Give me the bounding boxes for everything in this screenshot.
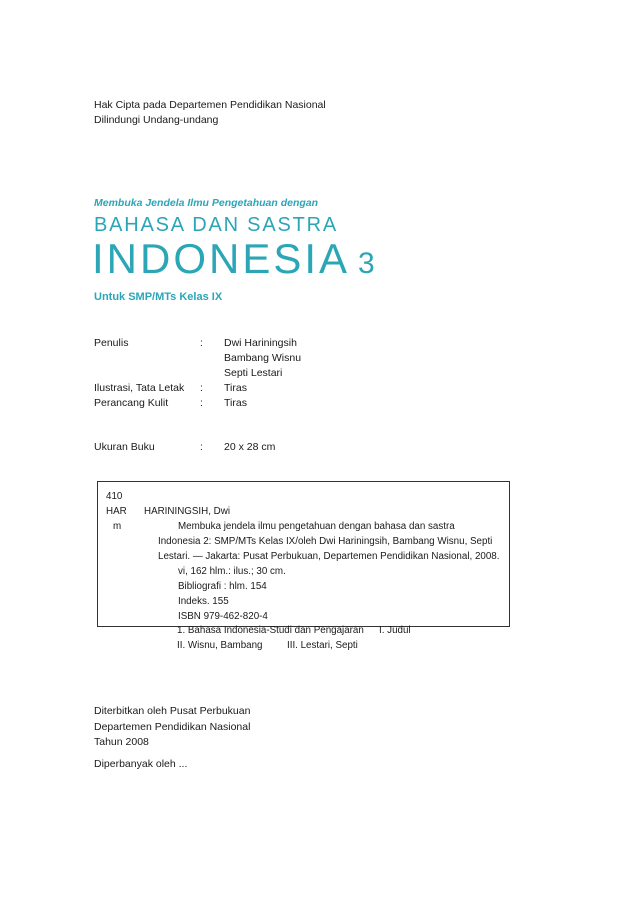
reproduced-by: Diperbanyak oleh ... bbox=[94, 758, 188, 770]
publisher-info bbox=[94, 704, 250, 751]
protection-line: Dilindungi Undang-undang bbox=[94, 114, 219, 126]
title-tagline: Membuka Jendela Ilmu Pengetahuan dengan bbox=[94, 197, 319, 209]
call-number-author: HAR bbox=[106, 506, 127, 517]
catalog-desc-line: Indeks. 155 bbox=[178, 596, 229, 607]
catalog-subject: 1. Bahasa Indonesia-Studi dan Pengajaran bbox=[177, 625, 364, 636]
catalog-author: HARININGSIH, Dwi bbox=[144, 506, 231, 517]
title-subtitle: Untuk SMP/MTs Kelas IX bbox=[94, 291, 223, 303]
catalog-desc-line: Membuka jendela ilmu pengetahuan dengan bahasa dan sastra bbox=[178, 521, 455, 532]
catalog-subjects bbox=[177, 623, 411, 653]
credits-list bbox=[94, 336, 301, 411]
catalog-desc-line: Lestari. — Jakarta: Pusat Perbukuan, Departemen Pendidikan Nasional, 2008. bbox=[158, 551, 500, 562]
credit-label: Ilustrasi, Tata Letak bbox=[94, 382, 185, 394]
catalog-subject-row bbox=[177, 623, 411, 638]
catalog-desc-line: Indonesia 2: SMP/MTs Kelas IX/oleh Dwi Hariningsih, Bambang Wisnu, Septi bbox=[158, 536, 493, 547]
credit-label: Perancang Kulit bbox=[94, 397, 169, 409]
book-size-colon: : bbox=[200, 441, 203, 453]
catalog-card bbox=[97, 481, 510, 627]
title-line-1: BAHASA DAN SASTRA bbox=[94, 214, 338, 236]
copyright-line: Hak Cipta pada Departemen Pendidikan Nasional bbox=[94, 99, 326, 111]
catalog-desc-line: vi, 162 hlm.: ilus.; 30 cm. bbox=[178, 566, 286, 577]
book-size bbox=[94, 441, 275, 453]
credit-value: Bambang Wisnu bbox=[224, 352, 302, 364]
credit-row-ilustrasi bbox=[94, 381, 301, 396]
call-number-title: m bbox=[113, 521, 122, 532]
credit-colon: : bbox=[200, 337, 203, 349]
credit-value: Tiras bbox=[224, 382, 247, 394]
title-main-word: INDONESIA bbox=[92, 235, 351, 282]
credit-label: Penulis bbox=[94, 337, 129, 349]
catalog-subject: II. Wisnu, Bambang bbox=[177, 640, 263, 652]
catalog-subject: I. Judul bbox=[379, 625, 411, 636]
credit-value: Dwi Hariningsih bbox=[224, 337, 297, 349]
publisher-year: Tahun 2008 bbox=[94, 736, 149, 748]
catalog-subject: III. Lestari, Septi bbox=[287, 640, 358, 652]
credit-value: Tiras bbox=[224, 397, 247, 409]
book-size-label: Ukuran Buku bbox=[94, 441, 155, 453]
catalog-desc-line: Bibliografi : hlm. 154 bbox=[178, 581, 267, 592]
credit-colon: : bbox=[200, 397, 203, 409]
publisher-line: Departemen Pendidikan Nasional bbox=[94, 720, 251, 733]
call-number-class: 410 bbox=[106, 491, 123, 502]
credit-colon: : bbox=[200, 382, 203, 394]
credit-row-perancang-kulit bbox=[94, 396, 301, 411]
catalog-subject-row bbox=[177, 638, 411, 653]
credit-value: Septi Lestari bbox=[224, 367, 283, 379]
catalog-isbn: ISBN 979-462-820-4 bbox=[178, 611, 268, 622]
copyright-notice bbox=[94, 98, 326, 128]
title-line-2 bbox=[92, 234, 375, 289]
credit-row-penulis bbox=[94, 336, 301, 381]
book-size-value: 20 x 28 cm bbox=[224, 441, 276, 453]
volume-number: 3 bbox=[358, 247, 375, 280]
publisher-line: Diterbitkan oleh Pusat Perbukuan bbox=[94, 705, 251, 717]
